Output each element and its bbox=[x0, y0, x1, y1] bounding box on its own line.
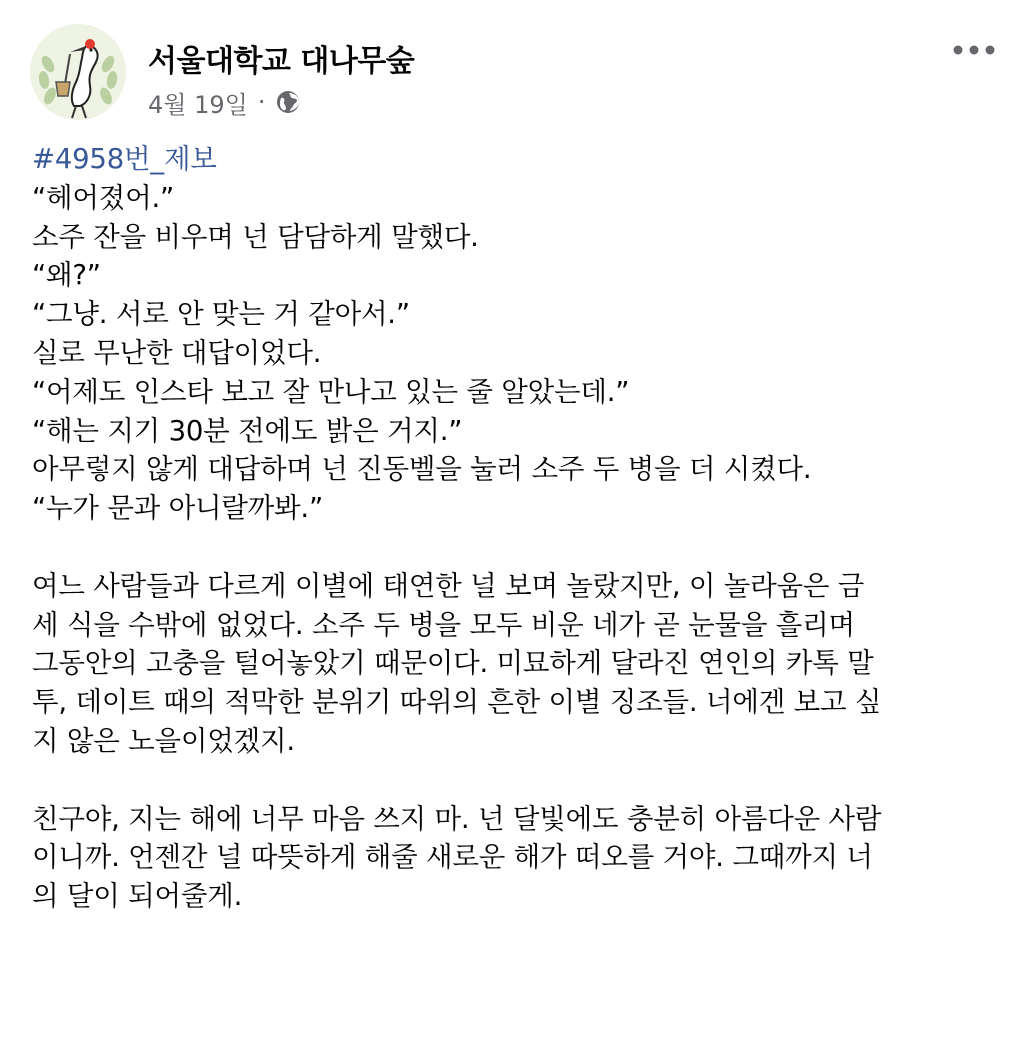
post-line: “헤어졌어.” bbox=[32, 181, 175, 214]
post-line: 실로 무난한 대답이었다. bbox=[32, 336, 322, 369]
post-text bbox=[32, 140, 998, 916]
post-header bbox=[0, 0, 1024, 130]
page-name[interactable]: 서울대학교 대나무숲 bbox=[148, 44, 415, 79]
more-options-icon bbox=[952, 44, 996, 56]
post-line: 세 식을 수밖에 없었다. 소주 두 병을 모두 비운 네가 곧 눈물을 흘리며 bbox=[32, 608, 855, 641]
post-meta bbox=[148, 86, 301, 118]
post-line: “누가 문과 아니랄까봐.” bbox=[32, 492, 324, 525]
post-line: “왜?” bbox=[32, 259, 101, 292]
post-line: 지 않은 노을이었겠지. bbox=[32, 724, 295, 757]
meta-separator: · bbox=[257, 88, 266, 116]
post-line: 그동안의 고충을 털어놓았기 때문이다. 미묘하게 달라진 연인의 카톡 말 bbox=[32, 647, 874, 680]
post-line: 친구야, 지는 해에 너무 마음 쓰지 마. 넌 달빛에도 충분히 아름다운 사람 bbox=[32, 802, 882, 835]
paragraph-break bbox=[32, 761, 998, 800]
post-line: 여느 사람들과 다르게 이별에 태연한 널 보며 놀랐지만, 이 놀라움은 금 bbox=[32, 569, 865, 602]
post-line: “해는 지기 30분 전에도 밝은 거지.” bbox=[32, 414, 463, 447]
more-options-button[interactable] bbox=[944, 30, 1004, 70]
paragraph-break bbox=[32, 528, 998, 567]
post-line: “그냥. 서로 안 맞는 거 같아서.” bbox=[32, 298, 410, 331]
crane-mascot-icon bbox=[30, 24, 126, 120]
post-line: 아무렇지 않게 대답하며 넌 진동벨을 눌러 소주 두 병을 더 시켰다. bbox=[32, 453, 812, 486]
page-avatar[interactable] bbox=[30, 24, 126, 120]
hashtag-link[interactable]: #4958번_제보 bbox=[32, 143, 217, 175]
post-line: 소주 잔을 비우며 넌 담담하게 말했다. bbox=[32, 220, 479, 253]
post-line: 의 달이 되어줄게. bbox=[32, 880, 243, 913]
post-line: 투, 데이트 때의 적막한 분위기 따위의 흔한 이별 징조들. 너에겐 보고 싶 bbox=[32, 686, 882, 719]
post-date[interactable]: 4월 19일 bbox=[148, 90, 248, 119]
post-line: 이니까. 언젠간 널 따뜻하게 해줄 새로운 해가 떠오를 거야. 그때까지 너 bbox=[32, 841, 873, 874]
post-line: “어제도 인스타 보고 잘 만나고 있는 줄 알았는데.” bbox=[32, 375, 630, 408]
globe-icon bbox=[275, 89, 301, 115]
